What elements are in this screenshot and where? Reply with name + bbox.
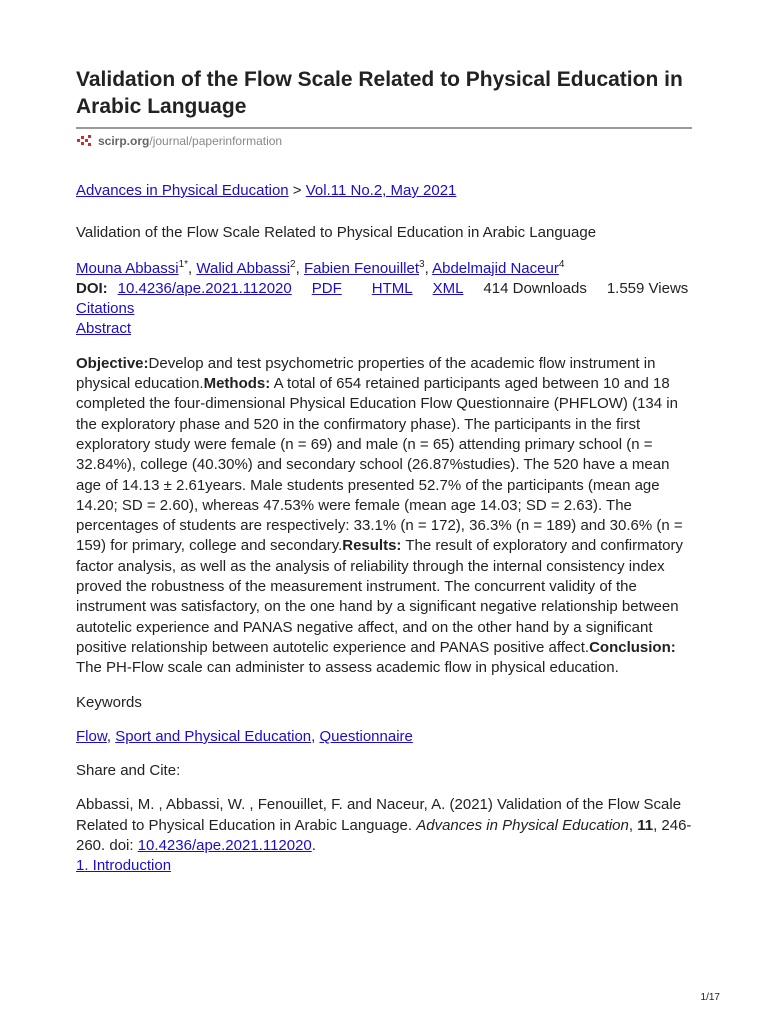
- author-affiliation: 2: [290, 258, 296, 270]
- abstract-body: [76, 354, 692, 679]
- abstract-link[interactable]: Abstract: [76, 320, 132, 338]
- share-heading: Share and Cite:: [76, 762, 181, 780]
- citations-link[interactable]: Citations: [76, 300, 135, 318]
- author-link[interactable]: Abdelmajid Naceur: [432, 259, 559, 277]
- doi-line: [76, 279, 692, 299]
- results-label: Results:: [342, 537, 402, 555]
- citation-end: .: [311, 837, 316, 855]
- author-affiliation: 4: [558, 258, 565, 270]
- issue-link[interactable]: Vol.11 No.2, May 2021: [305, 182, 457, 199]
- page-number: 1/17: [700, 992, 720, 1003]
- citation-text: [76, 795, 692, 856]
- keyword-link[interactable]: Sport and Physical Education: [115, 727, 312, 745]
- objective-label: Objective:: [76, 354, 149, 372]
- doi-link[interactable]: 10.4236/ape.2021.112020: [117, 279, 292, 297]
- keyword-link[interactable]: Questionnaire: [319, 727, 413, 745]
- methods-text: A total of 654 retained participants aged between 10 and 18 completed the four-dimensional Physical Education Flow Questionnaire (PHFLOW) (134 in the exploratory phase and 520 in the confirmatory phase). The participants in the first exploratory study were female (n = 69) and male (n = 65) attending primary school (n = 32.84%), college (40.30%) and secondary school (26.87%studies). The 520 have a mean age of 14.13 ± 2.61years. Male students presented 52.7% of the participants (mean age 14.20; SD = 2.60), whereas 47.53% were female (mean age 14.03; SD = 2.63). The percentages of students are respectively: 33.1% (n = 172), 36.3% (n = 189) and 30.6% (n = 159) for primary, college and secondary.: [76, 375, 683, 555]
- citation-pages: , 246-260. doi:: [76, 816, 692, 855]
- downloads-count: 414 Downloads: [483, 279, 587, 297]
- scirp-logo-icon: [76, 134, 92, 148]
- xml-link[interactable]: XML: [432, 279, 464, 297]
- author-link[interactable]: Fabien Fenouillet: [303, 259, 420, 277]
- citation-volume: 11: [637, 816, 654, 834]
- methods-label: Methods:: [203, 375, 271, 393]
- pdf-link[interactable]: PDF: [311, 279, 342, 297]
- introduction-link[interactable]: 1. Introduction: [76, 857, 172, 875]
- journal-link[interactable]: Advances in Physical Education: [76, 182, 289, 199]
- breadcrumb-separator: >: [288, 182, 306, 199]
- title-divider: [76, 127, 692, 129]
- author-link[interactable]: Mouna Abbassi: [76, 259, 179, 277]
- author-list: Mouna Abbassi$^{1*}$, Walid Abbassi$^2$, Fabien Fenouillet$^3$, Abdelmajid Naceur$^4$: [76, 258, 565, 277]
- author-affiliation: 1*: [178, 258, 189, 270]
- keyword-link[interactable]: Flow: [76, 727, 107, 745]
- source-url: [76, 133, 692, 149]
- doi-label: DOI:: [76, 279, 108, 297]
- citation-sep: ,: [628, 816, 638, 834]
- source-domain: scirp.org: [98, 134, 150, 148]
- breadcrumb: [76, 181, 692, 201]
- html-link[interactable]: HTML: [371, 279, 413, 297]
- article-title: Validation of the Flow Scale Related to Physical Education in Arabic Language: [76, 224, 597, 242]
- citation-body: Abbassi, M. , Abbassi, W. , Fenouillet, F. and Naceur, A. (2021) Validation of the Flow Scale Related to Physical Education in Arabic Language.: [76, 796, 682, 834]
- results-text: The result of exploratory and confirmatory factor analysis, as well as the analysis of reliability through the internal consistency index proved the robustness of the measurement instrument. The concurrent validity of the instrument was satisfactory, on the one hand by a significant negative relationship between autotelic experience and PANAS negative affect, and on the other hand by a significant positive relationship between autotelic experience and PANAS positive affect.: [76, 537, 683, 656]
- author-affiliation: 3: [419, 258, 425, 270]
- citation-doi-link[interactable]: 10.4236/ape.2021.112020: [137, 837, 312, 855]
- author-link[interactable]: Walid Abbassi: [196, 259, 291, 277]
- source-path: /journal/paperinformation: [149, 134, 283, 148]
- document-page: [76, 66, 692, 877]
- page-title: Validation of the Flow Scale Related to Physical Education in Arabic Language: [76, 68, 683, 118]
- views-count: 1.559 Views: [606, 279, 689, 297]
- keyword-list: Flow, Sport and Physical Education, Questionnaire: [76, 727, 413, 745]
- citation-journal: Advances in Physical Education: [416, 816, 629, 834]
- conclusion-text: The PH-Flow scale can administer to assess academic flow in physical education.: [76, 659, 619, 677]
- objective-text: Develop and test psychometric properties of the academic flow instrument in physical education.: [76, 354, 656, 393]
- conclusion-label: Conclusion:: [589, 638, 676, 656]
- keywords-heading: Keywords: [76, 693, 142, 711]
